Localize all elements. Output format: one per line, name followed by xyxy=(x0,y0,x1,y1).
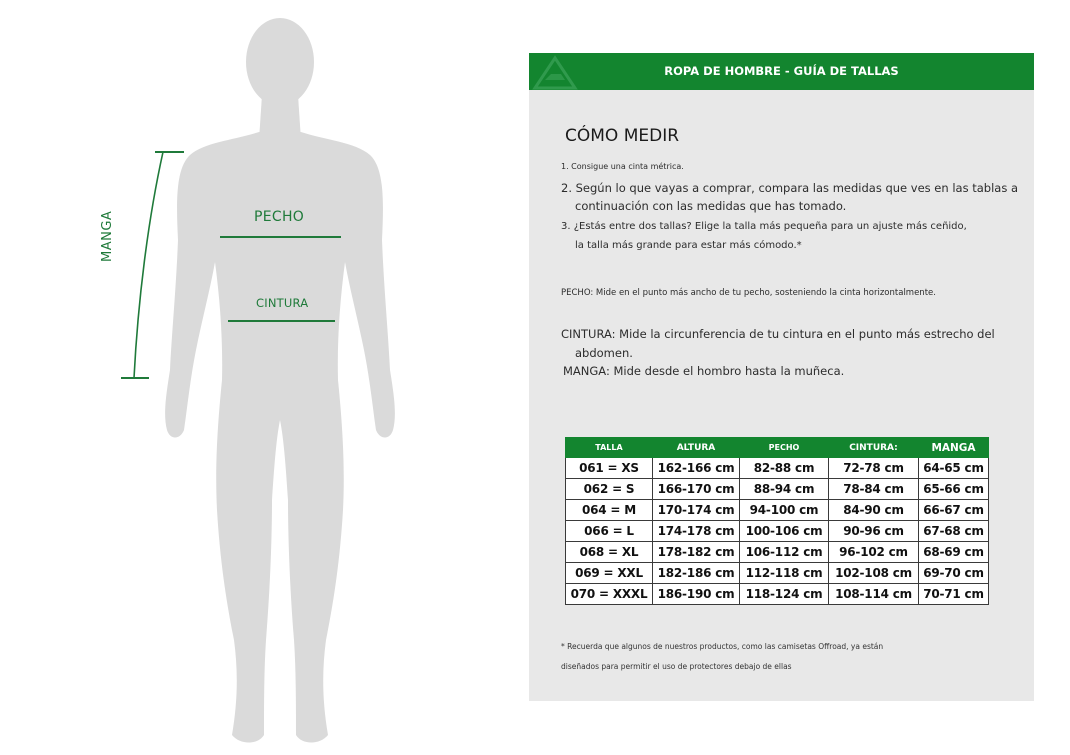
cell-cintura: 84-90 cm xyxy=(829,500,919,521)
how-to-measure-title: CÓMO MEDIR xyxy=(565,126,680,146)
cell-manga: 68-69 cm xyxy=(919,542,989,563)
manga-label: MANGA xyxy=(100,210,115,262)
cell-talla: 069 = XXL xyxy=(566,563,653,584)
cell-talla: 062 = S xyxy=(566,479,653,500)
cell-cintura: 90-96 cm xyxy=(829,521,919,542)
cell-pecho: 100-106 cm xyxy=(740,521,829,542)
cell-talla: 068 = XL xyxy=(566,542,653,563)
table-row xyxy=(566,521,989,542)
cell-altura: 174-178 cm xyxy=(653,521,740,542)
step-2 xyxy=(561,179,1021,215)
cell-altura: 186-190 cm xyxy=(653,584,740,605)
header-altura: ALTURA xyxy=(653,438,740,458)
cell-manga: 66-67 cm xyxy=(919,500,989,521)
cell-pecho: 106-112 cm xyxy=(740,542,829,563)
step-3-line-1: 3. ¿Estás entre dos tallas? Elige la talla más pequeña para un ajuste más ceñido, xyxy=(561,221,967,232)
size-guide-panel xyxy=(529,53,1034,701)
header-manga: MANGA xyxy=(919,438,989,458)
cell-pecho: 82-88 cm xyxy=(740,458,829,479)
cell-talla: 066 = L xyxy=(566,521,653,542)
cell-manga: 67-68 cm xyxy=(919,521,989,542)
definition-pecho: PECHO: Mide en el punto más ancho de tu pecho, sosteniendo la cinta horizontalmente. xyxy=(561,288,936,298)
definition-manga: MANGA: Mide desde el hombro hasta la muñeca. xyxy=(563,364,845,378)
cell-pecho: 88-94 cm xyxy=(740,479,829,500)
footnote xyxy=(561,637,981,677)
definition-cintura xyxy=(561,325,1021,363)
size-table xyxy=(565,437,989,605)
footnote-line-2: diseñados para permitir el uso de protectores debajo de ellas xyxy=(561,662,792,671)
cell-altura: 182-186 cm xyxy=(653,563,740,584)
step-2-line-1: 2. Según lo que vayas a comprar, compara las medidas que ves en las tablas a xyxy=(561,181,1019,195)
cell-altura: 162-166 cm xyxy=(653,458,740,479)
sleeve-curve xyxy=(134,152,163,378)
step-1: 1. Consigue una cinta métrica. xyxy=(561,162,684,171)
step-2-line-2: continuación con las medidas que has tomado. xyxy=(575,199,847,213)
table-row xyxy=(566,500,989,521)
definition-cintura-line-1: CINTURA: Mide la circunferencia de tu cintura en el punto más estrecho del xyxy=(561,327,995,341)
cell-cintura: 72-78 cm xyxy=(829,458,919,479)
cell-manga: 65-66 cm xyxy=(919,479,989,500)
brand-logo-icon xyxy=(531,54,591,90)
body-figure xyxy=(0,0,520,755)
cell-talla: 070 = XXXL xyxy=(566,584,653,605)
cell-pecho: 94-100 cm xyxy=(740,500,829,521)
header-cintura: CINTURA: xyxy=(829,438,919,458)
table-header-row xyxy=(566,438,989,458)
panel-header-title: ROPA DE HOMBRE - GUÍA DE TALLAS xyxy=(664,64,899,78)
cintura-label: CINTURA xyxy=(256,296,309,310)
pecho-label: PECHO xyxy=(254,209,305,225)
cell-cintura: 96-102 cm xyxy=(829,542,919,563)
panel-header xyxy=(529,53,1034,90)
cell-manga: 69-70 cm xyxy=(919,563,989,584)
cell-cintura: 78-84 cm xyxy=(829,479,919,500)
cell-altura: 170-174 cm xyxy=(653,500,740,521)
definition-cintura-line-2: abdomen. xyxy=(575,346,633,360)
step-3-line-2: la talla más grande para estar más cómodo.* xyxy=(575,240,802,251)
cell-altura: 166-170 cm xyxy=(653,479,740,500)
footnote-line-1: * Recuerda que algunos de nuestros productos, como las camisetas Offroad, ya están xyxy=(561,642,884,651)
table-row xyxy=(566,542,989,563)
cell-pecho: 118-124 cm xyxy=(740,584,829,605)
cell-talla: 061 = XS xyxy=(566,458,653,479)
table-row xyxy=(566,584,989,605)
header-pecho: PECHO xyxy=(740,438,829,458)
table-row xyxy=(566,563,989,584)
table-row xyxy=(566,479,989,500)
cell-talla: 064 = M xyxy=(566,500,653,521)
cell-manga: 70-71 cm xyxy=(919,584,989,605)
cell-cintura: 108-114 cm xyxy=(829,584,919,605)
cell-pecho: 112-118 cm xyxy=(740,563,829,584)
table-row xyxy=(566,458,989,479)
cell-altura: 178-182 cm xyxy=(653,542,740,563)
body-silhouette xyxy=(0,0,520,755)
header-talla: TALLA xyxy=(566,438,653,458)
cell-cintura: 102-108 cm xyxy=(829,563,919,584)
cell-manga: 64-65 cm xyxy=(919,458,989,479)
step-3 xyxy=(561,217,1021,255)
